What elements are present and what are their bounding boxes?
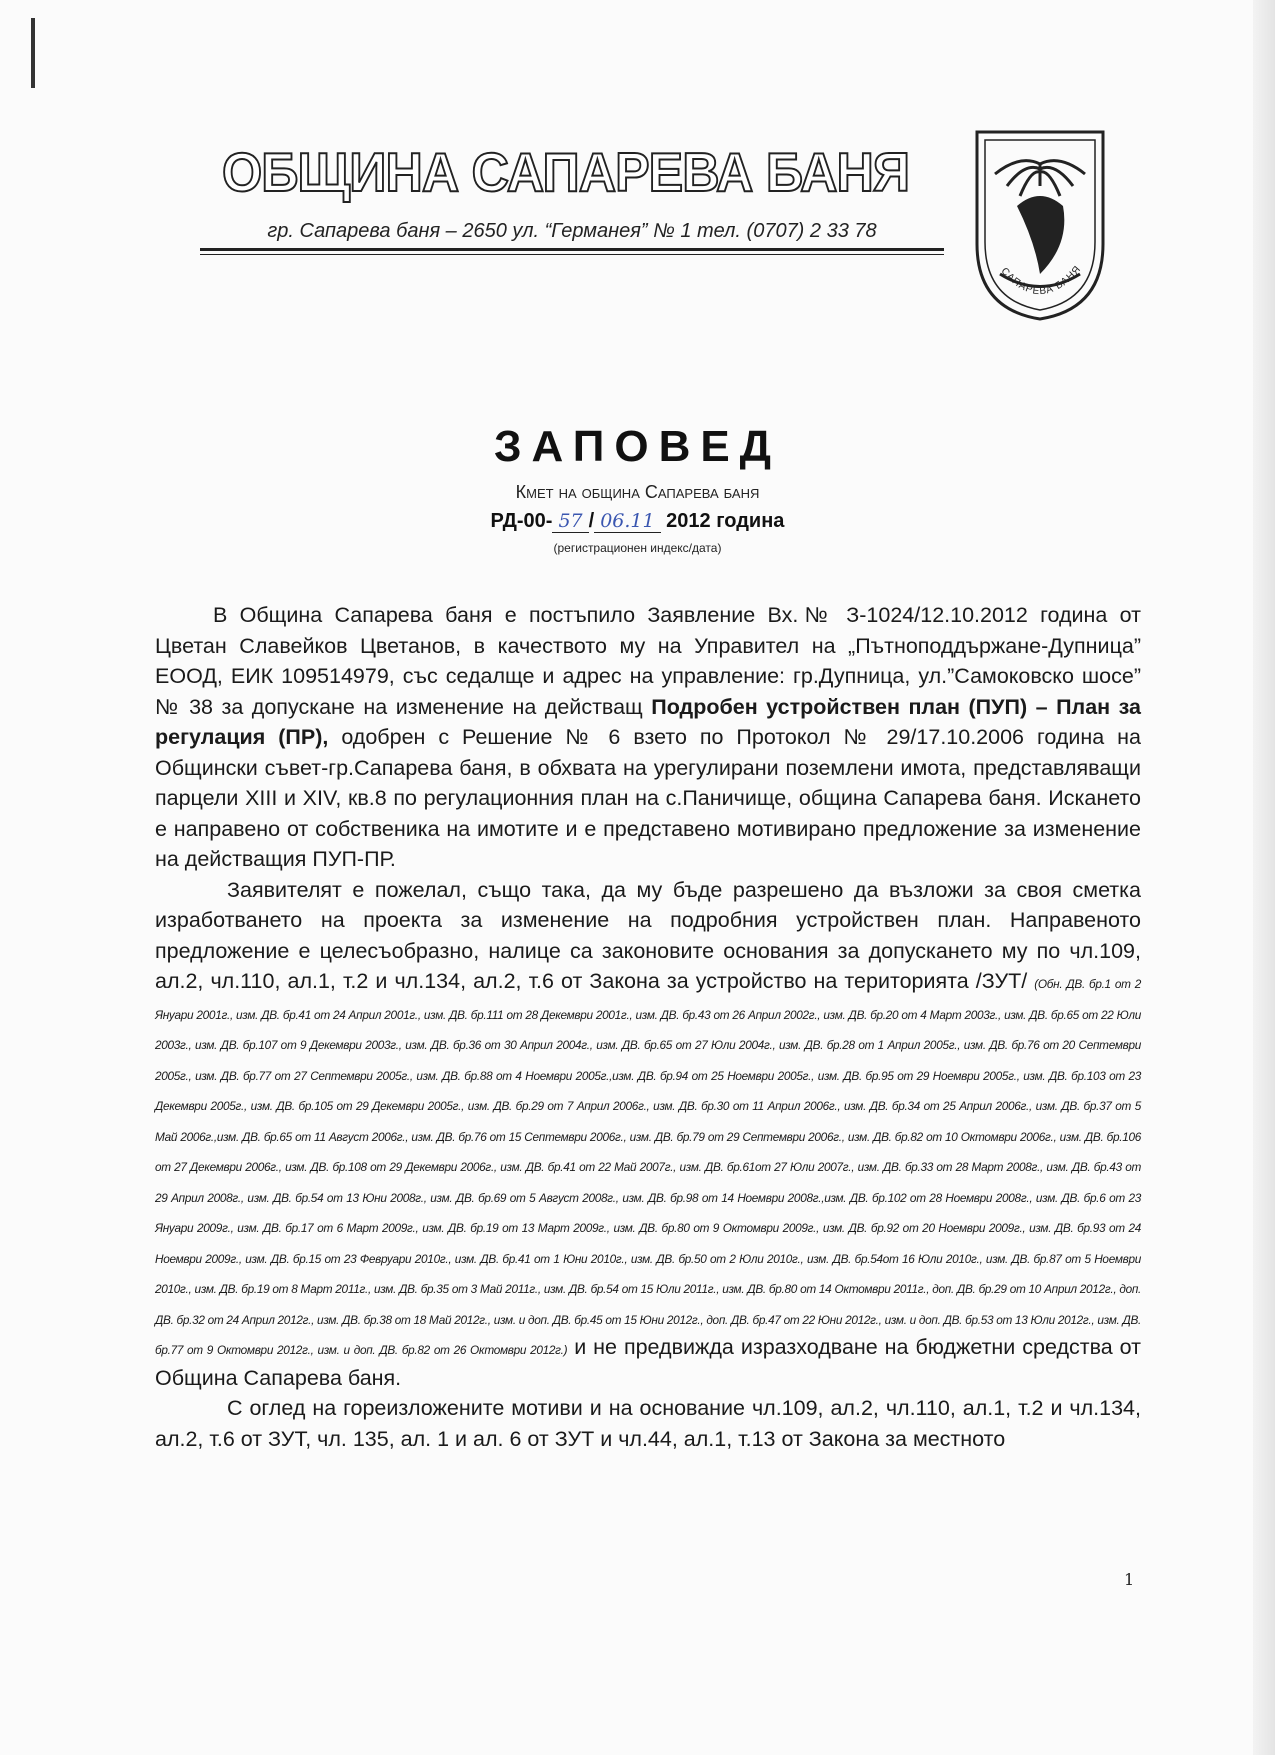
- header-rule-thin: [200, 254, 944, 255]
- paragraph-3: С оглед на гореизложените мотиви и на основание чл.109, ал.2, чл.110, ал.1, т.2 и чл.134, ал.2, т.6 от ЗУТ, чл. 135, ал. 1 и ал. 6 от ЗУТ и чл.44, ал.1, т.13 от Закона за местното: [155, 1396, 1141, 1451]
- p1-text-b: одобрен с Решение № 6 взето по Протокол № 29/17.10.2006 година на Общински съвет-гр.Сапарева баня, в обхвата на урегулирани поземлени имота, представляващи парцели XIII и XIV, кв.8 по регулационния план на с.Паничище, община Сапарева баня. Искането е направено от собственика на имотите и е представено мотивирано предложение за изменение на действащия ПУП-ПР.: [155, 725, 1141, 871]
- municipality-crest-icon: [965, 124, 1115, 324]
- document-subtitle: Кмет на община Сапарева баня: [515, 482, 760, 502]
- header-rule: [200, 248, 944, 251]
- crest-lettering: САПАРЕВА БАНЯ: [998, 263, 1084, 298]
- p2-text-a: Заявителят е пожелал, също така, да му бъде разрешено да възложи за своя сметка изработването на проекта за изменение на подробния устройствен план. Направеното предложение е целесъобразно, налице са законовите основания за допускането му по чл.109, ал.2, чл.110, ал.1, т.2 и чл.134, ал.2, т.6 от Закона за устройство на територията /ЗУТ/: [155, 877, 1141, 993]
- org-name: ОБЩИНА САПАРЕВА БАНЯ: [222, 141, 910, 203]
- org-address: гр. Сапарева баня – 2650 ул. “Германея” № 1 тел. (0707) 2 33 78: [267, 220, 877, 242]
- paragraph-1: [155, 600, 1141, 875]
- document-title: ЗАПОВЕД: [493, 422, 782, 471]
- margin-mark: [31, 18, 35, 88]
- p1-plan-name: Подробен устройствен план (ПУП) – План за регулация (ПР),: [155, 694, 1141, 749]
- registration-prefix: РД-00-: [490, 510, 553, 532]
- p1-text-a: В Община Сапарева баня е постъпило Заявление Вх.№ З-1024/12.10.2012 година от Цветан Славейков Цветанов, в качеството му на Управител на „Пътноподдържане-Дупница” ЕООД, ЕИК 109514979, със седалще и адрес на управление: гр.Дупница, ул.”Самоковско шосе” № 38 за допускане на изменение на действащ: [155, 603, 1141, 719]
- document-body: [155, 600, 1141, 1454]
- registration-line: [0, 510, 1275, 533]
- handwritten-reg-number: 57: [552, 510, 588, 533]
- registration-year: 2012 година: [660, 510, 785, 532]
- registration-note: (регистрационен индекс/дата): [553, 541, 722, 555]
- handwritten-reg-date: 06.11: [594, 510, 660, 533]
- registration-separator: /: [588, 510, 595, 532]
- p2-law-amendments: (Обн. ДВ. бр.1 от 2 Януари 2001г., изм. ДВ. бр.41 от 24 Април 2001г., изм. ДВ. бр.111 от 28 Декември 2001г., изм. ДВ. бр.43 от 26 Април 2002г., изм. ДВ. бр.20 от 4 Март 2003г., изм. ДВ. бр.65 от 22 Юли 2003г., изм. ДВ. бр.107 от 9 Декември 2003г., изм. ДВ. бр.36 от 30 Април 2004г., изм. ДВ. бр.65 от 27 Юли 2004г., изм. ДВ. бр.28 от 1 Април 2005г., изм. ДВ. бр.76 от 20 Септември 2005г., изм. ДВ. бр.77 от 27 Септември 2005г., изм. ДВ. бр.88 от 4 Ноември 2005г.,изм. ДВ. бр.94 от 25 Ноември 2005г., изм. ДВ. бр.95 от 29 Ноември 2005г., изм. ДВ. бр.103 от 23 Декември 2005г., изм. ДВ. бр.105 от 29 Декември 2005г., изм. ДВ. бр.29 от 7 Април 2006г., изм. ДВ. бр.30 от 11 Април 2006г., изм. ДВ. бр.34 от 25 Април 2006г., изм. ДВ. бр.37 от 5 Май 2006г.,изм. ДВ. бр.65 от 11 Август 2006г., изм. ДВ. бр.76 от 15 Септември 2006г., изм. ДВ. бр.79 от 29 Септември 2006г., изм. ДВ. бр.82 от 10 Октомври 2006г., изм. ДВ. бр.106 от 27 Декември 2006г., изм. ДВ. бр.108 от 29 Декември 2006г., изм. ДВ. бр.41 от 22 Май 2007г., изм. ДВ. бр.61от 27 Юли 2007г., изм. ДВ. бр.33 от 28 Март 2008г., изм. ДВ. бр.43 от 29 Април 2008г., изм. ДВ. бр.54 от 13 Юни 2008г., изм. ДВ. бр.69 от 5 Август 2008г., изм. ДВ. бр.98 от 14 Ноември 2008г.,изм. ДВ. бр.102 от 28 Ноември 2008г., изм. ДВ. бр.6 от 23 Януари 2009г., изм. ДВ. бр.17 от 6 Март 2009г., изм. ДВ. бр.19 от 13 Март 2009г., изм. ДВ. бр.80 от 9 Октомври 2009г., изм. ДВ. бр.92 от 20 Ноември 2009г., изм. ДВ. бр.93 от 24 Ноември 2009г., изм. ДВ. бр.15 от 23 Февруари 2010г., изм. ДВ. бр.41 от 1 Юни 2010г., изм. ДВ. бр.50 от 2 Юли 2010г., изм. ДВ. бр.54от 16 Юли 2010г., изм. ДВ. бр.87 от 5 Ноември 2010г., изм. ДВ. бр.19 от 8 Март 2011г., изм. ДВ. бр.35 от 3 Май 2011г., изм. ДВ. бр.54 от 15 Юли 2011г., изм. ДВ. бр.80 от 14 Октомври 2011г., доп. ДВ. бр.29 от 10 Април 2012г., доп. ДВ. бр.32 от 24 Април 2012г., изм. ДВ. бр.38 от 18 Май 2012г., изм. и доп. ДВ. бр.45 от 15 Юни 2012г., доп. ДВ. бр.47 от 22 Юни 2012г., изм. и доп. ДВ. бр.53 от 13 Юли 2012г., изм. ДВ. бр.77 от 9 Октомври 2012г., изм. и доп. ДВ. бр.82 от 26 Октомври 2012г.): [155, 977, 1141, 1357]
- page-number: 1: [1124, 1570, 1135, 1589]
- p2-text-b: и не предвижда изразходване на бюджетни средства от Община Сапарева баня.: [155, 1335, 1142, 1390]
- paragraph-2: [155, 875, 1141, 1394]
- scan-edge-shadow: [1253, 0, 1275, 1755]
